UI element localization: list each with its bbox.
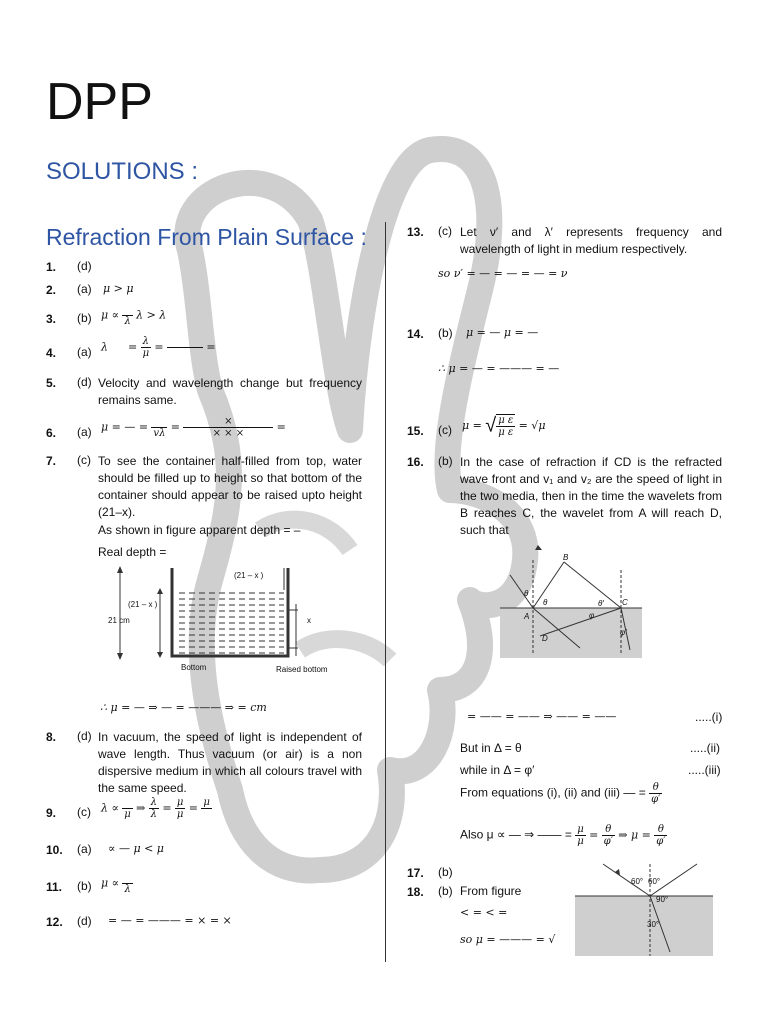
question-option: (b) xyxy=(438,326,453,340)
fig-label-d: D xyxy=(542,634,548,643)
answer-expression: = — = ——— = × = × xyxy=(108,914,232,927)
answer-expression: μ = √ $\frac{\text{μ ε}}{\text{μ ε}}$ = √μ xyxy=(462,414,546,438)
answer-text: In the case of refraction if CD is the refracted wave front and v₁ and v₂ are the speed of light in the two media, then in the time the wavelets from B reaches C, the wavelet from A will reach D, such that xyxy=(460,455,722,537)
question-option: (b) xyxy=(438,865,453,879)
denser-medium xyxy=(575,896,713,956)
expr-part: λ xyxy=(101,340,108,354)
question-option: (a) xyxy=(77,345,92,359)
expr-part: = xyxy=(154,340,164,354)
angle-label: 60° xyxy=(631,877,644,886)
arrow-head-icon xyxy=(117,566,123,573)
question-option: (d) xyxy=(77,259,92,273)
fraction: $\frac{\mu}{\mu}$ xyxy=(577,824,584,847)
question-option: (c) xyxy=(77,453,91,467)
question-number: 12. xyxy=(46,915,63,929)
fig-label: Bottom xyxy=(181,663,207,672)
question-number: 18. xyxy=(407,885,424,899)
equation-2: But in Δ = θ xyxy=(460,741,522,755)
fig-label: x xyxy=(307,616,311,625)
question-number: 14. xyxy=(407,327,424,341)
expr-part: μ ∝ xyxy=(101,308,120,322)
question-option: (c) xyxy=(438,224,452,238)
question-number: 16. xyxy=(407,455,424,469)
question-number: 13. xyxy=(407,225,424,239)
equation-4 xyxy=(460,782,662,805)
expr-part: μ = — = xyxy=(101,420,149,434)
expr-part: = xyxy=(276,420,286,434)
fig-label-theta-prime: θ′ xyxy=(598,599,604,608)
equation-tag: .....(iii) xyxy=(688,763,721,777)
question-number: 17. xyxy=(407,866,424,880)
question-number: 6. xyxy=(46,426,57,440)
answer-text: Velocity and wavelength change but frequency remains same. xyxy=(98,376,362,407)
equation-5: Also μ ∝ — ⇒ —— = $\frac{\mu}{\mu}$ = $\frac{\theta}{\varphi'}$ ⇒ μ = $\frac{\theta}{\varphi'}$ xyxy=(460,824,666,847)
answer-expression xyxy=(101,304,166,327)
fig-label: 21 cm xyxy=(108,616,130,625)
answer-expression: μ > μ xyxy=(103,282,134,295)
question-number: 9. xyxy=(46,806,57,820)
angle-label: 60° xyxy=(648,877,661,886)
answer-expression: μ = — = vλ = $\frac{\times}{\times \times \times}$ = xyxy=(101,416,286,439)
fig-label: Raised bottom xyxy=(276,665,328,674)
fig-label-a: A xyxy=(524,612,530,621)
question-number: 11. xyxy=(46,880,63,894)
fraction: $\frac{\theta}{\varphi'}$ xyxy=(656,824,666,847)
fraction: $\frac{\mu}{\mu}$ xyxy=(176,797,184,820)
angle-label: 30° xyxy=(647,920,660,929)
fraction: $\frac{\lambda}{\lambda}$ xyxy=(150,797,158,820)
question-option: (c) xyxy=(77,805,91,819)
arrow-head-icon xyxy=(535,545,542,550)
fraction: $\frac{\theta}{\varphi'}$ xyxy=(651,782,661,805)
equation-tag: .....(ii) xyxy=(690,741,720,755)
expr-part: ⇒ μ = xyxy=(618,828,651,842)
arrow-head-icon xyxy=(157,588,163,594)
expr-part: μ = xyxy=(462,419,482,433)
fraction: $\frac{\lambda}{\mu}$ xyxy=(142,336,150,359)
answer-result: ∴ μ = — ⇒ — = ——— ⇒ = cm xyxy=(100,701,267,714)
fig-label: (21 – x ) xyxy=(234,571,264,580)
fraction: vλ xyxy=(151,416,167,439)
page-title: DPP xyxy=(46,73,153,131)
question-option: (c) xyxy=(438,423,452,437)
question-number: 10. xyxy=(46,843,63,857)
fraction: λ xyxy=(122,304,132,327)
question-option: (d) xyxy=(77,375,92,389)
section-heading: Refraction From Plain Surface : xyxy=(46,224,367,250)
question-number: 1. xyxy=(46,260,57,274)
column-divider xyxy=(385,222,386,962)
fraction: μ xyxy=(203,797,210,808)
expr-part: μ ∝ xyxy=(101,876,120,890)
answer-expression: ∴ μ = — = ——— = — xyxy=(438,362,560,375)
question-option: (a) xyxy=(77,425,92,439)
ray-incident xyxy=(510,575,533,608)
question-number: 15. xyxy=(407,424,424,438)
answer-expression xyxy=(101,872,133,895)
answer-expression: ∝ — μ < μ xyxy=(108,842,164,855)
question-option: (b) xyxy=(438,884,453,898)
answer-text: To see the container half-filled from top, water should be filled up to height so that bottom of the container should appear to be raised upto height (21–x). xyxy=(98,454,362,519)
arrow-head-icon xyxy=(157,652,163,658)
question-number: 8. xyxy=(46,730,57,744)
answer-expression: so ν′ = — = — = — = ν xyxy=(438,267,568,280)
fraction: $\frac{\theta}{\varphi'}$ xyxy=(603,824,613,847)
question-number: 5. xyxy=(46,376,57,390)
question-option: (a) xyxy=(77,842,92,856)
expr-part: Also μ ∝ — ⇒ —— = xyxy=(460,827,572,842)
equation-tag: .....(i) xyxy=(695,710,723,724)
expr-part: λ > λ xyxy=(136,308,167,322)
fraction xyxy=(167,336,203,359)
fig-label-phi-prime: φ′ xyxy=(620,628,627,637)
expr-part: = √μ xyxy=(518,419,546,433)
fig-label-c: C xyxy=(622,598,628,607)
answer-text: In vacuum, the speed of light is independent of wave length. Thus vacuum (or air) is a non dispersive medium in which all colours travel with the same speed. xyxy=(98,730,362,795)
answer-text-line: Real depth = xyxy=(98,545,167,559)
question-number: 3. xyxy=(46,312,57,326)
answer-expression: μ = — μ = — xyxy=(466,326,539,339)
answer-expression: so μ = ——— = √ xyxy=(460,933,556,946)
question-option: (b) xyxy=(77,879,92,893)
answer-text-line: As shown in figure apparent depth = – xyxy=(98,523,301,537)
expr-part: From equations (i), (ii) and (iii) — = xyxy=(460,785,646,800)
incident-wavefront xyxy=(533,562,564,608)
question-option: (a) xyxy=(77,282,92,296)
answer-expression: λ ∝ μ ⇒ $\frac{\lambda}{\lambda}$ = $\frac{\mu}{\mu}$ = μ xyxy=(101,797,210,820)
question-option: (b) xyxy=(77,311,92,325)
question-option: (b) xyxy=(438,454,453,468)
arrow-head-icon xyxy=(117,653,123,660)
answer-expression: < = < = xyxy=(460,906,508,919)
expr-part: = xyxy=(206,340,216,354)
fraction: μ xyxy=(122,797,133,820)
equation-1: = —— = —— ⇒ —— = —— xyxy=(467,710,617,723)
question-number: 7. xyxy=(46,454,57,468)
fig-label: (21 – x ) xyxy=(128,600,158,609)
answer-text: From figure xyxy=(460,884,522,898)
question-option: (d) xyxy=(77,729,92,743)
fraction: λ xyxy=(122,872,132,895)
solutions-heading: SOLUTIONS : xyxy=(46,158,199,185)
question-option: (d) xyxy=(77,914,92,928)
fraction: $\frac{\times}{\times \times \times}$ xyxy=(183,416,273,439)
equation-3: while in Δ = φ′ xyxy=(460,763,535,777)
fraction: $\frac{\text{μ ε}}{\text{μ ε}}$ xyxy=(498,415,514,438)
water xyxy=(176,590,284,654)
ray-bc xyxy=(564,562,621,608)
fig-label-phi: φ xyxy=(589,611,595,620)
question-number: 4. xyxy=(46,346,57,360)
angle-label: 90° xyxy=(656,895,669,904)
prism-figure xyxy=(575,862,715,958)
fig-label-b: B xyxy=(563,553,569,562)
answer-text: Let ν′ and λ′ represents frequency and wavelength of light in medium respectively. xyxy=(460,225,722,256)
question-number: 2. xyxy=(46,283,57,297)
fig-label-theta: θ xyxy=(524,589,529,598)
answer-expression: λ = $\frac{\lambda}{\mu}$ = = xyxy=(101,336,216,359)
fig-label-theta: θ xyxy=(543,598,548,607)
